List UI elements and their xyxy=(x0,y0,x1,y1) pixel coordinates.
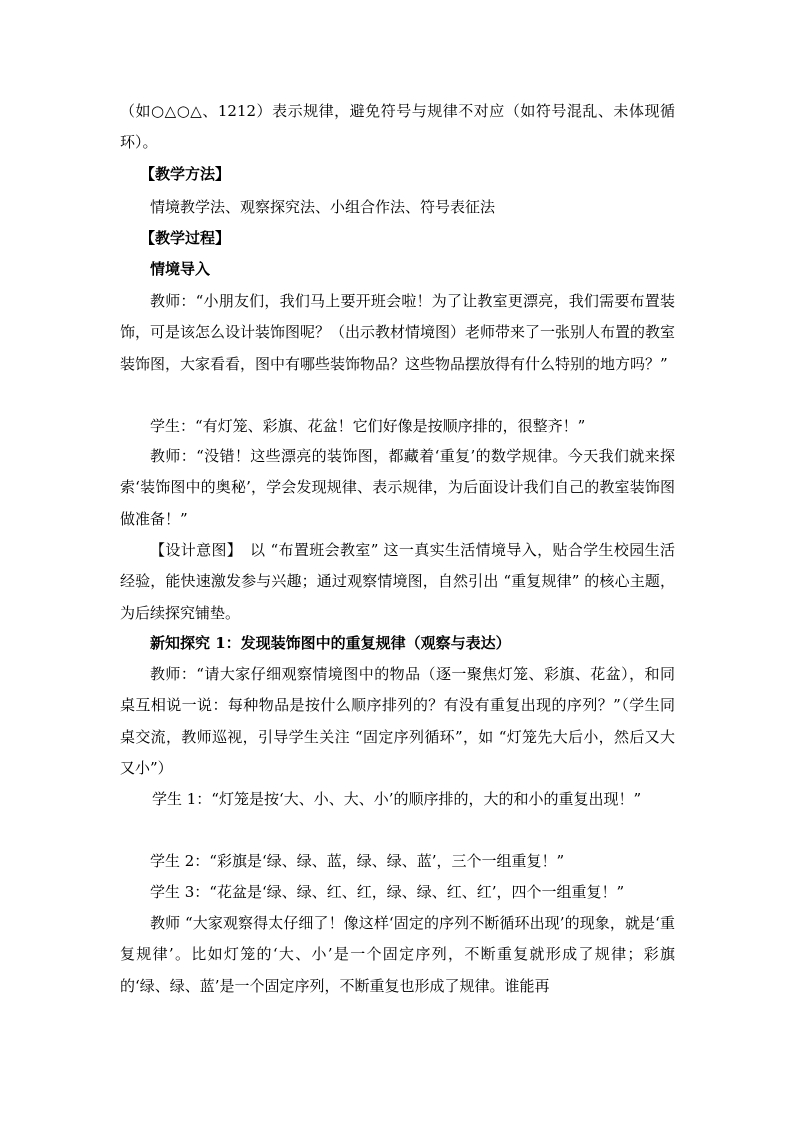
design-intent-paragraph: 【设计意图】 以 “布置班会教室” 这一真实生活情境导入，贴合学生校园生活经验，能快速激发参与兴趣；通过观察情境图，自然引出 “重复规律” 的核心主题，为后续探究铺垫。 xyxy=(120,541,675,622)
student-3-paragraph: 学生 3：“花盆是‘绿、绿、红、红，绿、绿、红、红’，四个一组重复！” xyxy=(150,883,625,901)
teacher-paragraph-2: 教师：“没错！这些漂亮的装饰图，都藏着‘重复’的数学规律。今天我们就来探索‘装饰图中的奥秘’，学会发现规律、表示规律，为后面设计我们自己的教室装饰图做准备！” xyxy=(120,447,675,528)
student-2-paragraph: 学生 2：“彩旗是‘绿、绿、蓝，绿、绿、蓝’，三个一组重复！” xyxy=(150,852,565,870)
scenario-intro-heading: 情境导入 xyxy=(150,260,211,278)
teaching-process-heading: 【教学过程】 xyxy=(140,229,231,247)
intro-paragraph: （如○△○△、1212）表示规律，避免符号与规律不对应（如符号混乱、未体现循环）。 xyxy=(120,102,675,152)
teacher-paragraph-4: 教师 “大家观察得太仔细了！像这样‘固定的序列不断循环出现’的现象，就是‘重复规律’。比如灯笼的‘大、小’是一个固定序列，不断重复就形成了规律；彩旗的‘绿、绿、蓝’是一个固定序列，不断重复也形成了规律。谁能再 xyxy=(120,914,675,995)
teaching-methods-text: 情境教学法、观察探究法、小组合作法、符号表征法 xyxy=(150,198,496,216)
teaching-method-heading: 【教学方法】 xyxy=(140,165,231,183)
student-1-paragraph: 学生 1：“灯笼是按‘大、小、大、小’的顺序排的，大的和小的重复出现！” xyxy=(152,790,642,808)
teacher-paragraph-1: 教师：“小朋友们，我们马上要开班会啦！为了让教室更漂亮，我们需要布置装饰，可是该怎么设计装饰图呢？（出示教材情境图）老师带来了一张别人布置的教室装饰图，大家看看，图中有哪些装饰物品？这些物品摆放得有什么特别的地方吗？” xyxy=(120,292,676,373)
explore-heading: 新知探究 1：发现装饰图中的重复规律（观察与表达） xyxy=(150,634,511,652)
student-paragraph-1: 学生：“有灯笼、彩旗、花盆！它们好像是按顺序排的，很整齐！” xyxy=(150,417,586,435)
teacher-paragraph-3: 教师：“请大家仔细观察情境图中的物品（逐一聚焦灯笼、彩旗、花盆），和同桌互相说一说：每种物品是按什么顺序排列的？有没有重复出现的序列？”（学生同桌交流，教师巡视，引导学生关注 “固定序列循环”，如 “灯笼先大后小，然后又大又小”） xyxy=(120,665,675,778)
